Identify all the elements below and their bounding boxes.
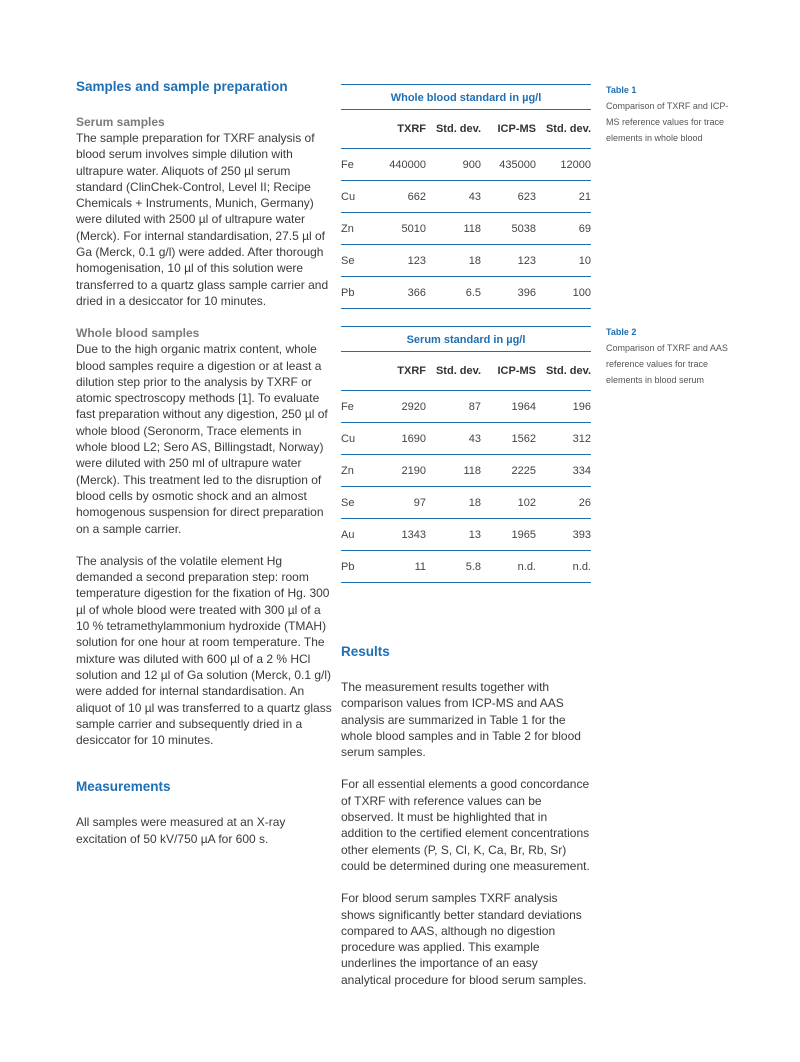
table-row	[341, 518, 591, 550]
table-cell: Pb	[341, 560, 355, 573]
table-cell: 662	[407, 190, 426, 203]
table-cell: 13	[468, 528, 481, 541]
table-cell: 2225	[511, 464, 536, 477]
table-cell: 1690	[401, 432, 426, 445]
table-2-caption-text: Comparison of TXRF and AAS reference values for trace elements in blood serum	[606, 343, 728, 385]
paragraph-results-1: The measurement results together with comparison values from ICP-MS and AAS analysis are summarized in Table 1 for the whole blood samples and in Table 2 for blood serum samples.	[341, 680, 581, 760]
table-1-body	[341, 148, 591, 309]
table-row	[341, 454, 591, 486]
table-2-caption-title: Table 2	[606, 327, 637, 337]
heading-whole-blood-samples: Whole blood samples	[76, 326, 200, 341]
table-2-body	[341, 390, 591, 583]
table-cell: n.d.	[517, 560, 536, 573]
table-cell: 435000	[499, 158, 536, 171]
table-cell: 393	[572, 528, 591, 541]
table-cell: Au	[341, 528, 355, 541]
table-cell: 10	[578, 254, 591, 267]
table-1-caption-title: Table 1	[606, 85, 637, 95]
paragraph-whole-blood: Due to the high organic matrix content, whole blood samples require a digestion or at least a dilution step prior to the analysis by TXRF or atomic spectroscopy methods [1]. To evaluate fast preparation without any digestion, 250 µl of whole blood (Seronorm, Trace elements in whole blood L2; Sero AS, Billingstadt, Norway) were diluted with 250 ml of ultrapure water (Merck). This treatment led to the disruption of blood cells by osmotic shock and an almost homogenous suspension for direct preparation on a sample carrier.	[76, 342, 328, 536]
section-title-samples: Samples and sample preparation	[76, 79, 288, 94]
table-cell: 623	[517, 190, 536, 203]
table-cell: Zn	[341, 464, 354, 477]
table-2-title: Serum standard in µg/l	[341, 326, 591, 351]
table-cell: 1965	[511, 528, 536, 541]
section-title-measurements: Measurements	[76, 779, 171, 795]
left-column	[76, 78, 336, 847]
table-cell: 5010	[401, 222, 426, 235]
table-cell: Pb	[341, 286, 355, 299]
table-cell: Se	[341, 496, 355, 509]
table-cell: 440000	[389, 158, 426, 171]
table-cell: n.d.	[572, 560, 591, 573]
table-cell: 18	[468, 496, 481, 509]
section-title-results: Results	[341, 644, 390, 659]
table-cell: 2190	[401, 464, 426, 477]
table-cell: 69	[578, 222, 591, 235]
table-cell: 100	[572, 286, 591, 299]
table-header-cell: TXRF	[397, 123, 426, 135]
table-cell: 26	[578, 496, 591, 509]
table-row	[341, 180, 591, 212]
table-header-cell: ICP-MS	[497, 365, 536, 377]
table-cell: 12000	[560, 158, 591, 171]
table-header-cell: Std. dev.	[435, 365, 481, 377]
paragraph-results-3: For blood serum samples TXRF analysis shows significantly better standard deviations compared to AAS, although no digestion procedure was applied. This example underlines the importance of an easy analytical procedure for blood serum samples.	[341, 891, 587, 987]
table-row	[341, 422, 591, 454]
heading-serum-samples: Serum samples	[76, 115, 165, 129]
table-header-cell: ICP-MS	[497, 123, 536, 135]
table-cell: 18	[468, 254, 481, 267]
table-row	[341, 486, 591, 518]
table-cell: 123	[517, 254, 536, 267]
table-cell: Cu	[341, 432, 356, 445]
table-cell: 366	[407, 286, 426, 299]
table-cell: 5038	[511, 222, 536, 235]
table-1-title: Whole blood standard in µg/l	[341, 84, 591, 109]
table-cell: 900	[462, 158, 481, 171]
table-cell: Fe	[341, 400, 354, 413]
table-row	[341, 148, 591, 180]
table-header-cell: Std. dev.	[435, 123, 481, 135]
table-row	[341, 276, 591, 309]
table-row	[341, 390, 591, 422]
table-cell: 11	[414, 560, 426, 573]
results-section	[341, 643, 591, 988]
table-cell: 123	[407, 254, 426, 267]
table-1-caption-text: Comparison of TXRF and ICP-MS reference values for trace elements in whole blood	[606, 101, 729, 143]
table-header-cell: Std. dev.	[545, 365, 591, 377]
table-2-caption	[606, 324, 736, 388]
table-1-caption	[606, 82, 736, 146]
table-cell: 97	[413, 496, 426, 509]
table-cell: 1562	[511, 432, 536, 445]
table-cell: 396	[517, 286, 536, 299]
table-cell: 5.8	[465, 560, 481, 573]
table-row	[341, 244, 591, 276]
table-cell: 102	[517, 496, 536, 509]
table-header-cell: Std. dev.	[545, 123, 591, 135]
table-2	[341, 326, 591, 583]
table-cell: 43	[468, 190, 481, 203]
table-1	[341, 84, 591, 309]
table-2-header	[341, 352, 591, 390]
table-cell: 196	[572, 400, 591, 413]
table-header-cell: TXRF	[397, 365, 426, 377]
table-cell: 87	[468, 400, 481, 413]
table-row	[341, 550, 591, 583]
table-cell: 43	[468, 432, 481, 445]
table-cell: 6.5	[465, 286, 481, 299]
table-cell: Zn	[341, 222, 354, 235]
table-cell: 118	[463, 464, 481, 477]
table-cell: Se	[341, 254, 355, 267]
table-cell: 118	[463, 222, 481, 235]
paragraph-hg: The analysis of the volatile element Hg demanded a second preparation step: room temperature digestion for the fixation of Hg. 300 µl of whole blood were treated with 300 µl of a 10 % tetramethylammonium hydroxide (TMAH) solution for one hour at room temperature. The mixture was diluted with 600 µl of a 2 % HCl solution and 12 µl of Ga solution (Merck, 0.1 g/l) were added for internal standardisation. An aliquot of 10 µl was transferred to a quartz glass sample carrier and subsequently dried in a desiccator for 10 minutes.	[76, 553, 332, 748]
paragraph-results-2: For all essential elements a good concordance of TXRF with reference values can be observed. It must be highlighted that in addition to the certified element concentrations other elements (P, S, Cl, K, Ca, Br, Rb, Sr) could be determined during one measurement.	[341, 777, 590, 873]
table-cell: 21	[578, 190, 591, 203]
table-cell: Fe	[341, 158, 354, 171]
paragraph-serum: The sample preparation for TXRF analysis of blood serum involves simple dilution with ultrapure water. Aliquots of 250 µl serum standard (ClinChek-Control, Level II; Recipe Chemicals + Instruments, Munich, Germany) were diluted with 2500 µl of ultrapure water (Merck). For internal standardisation, 27.5 µl of Ga (Merck, 0.1 g/l) were added. After thorough homogenisation, 10 µl of this solution were transferred to a quartz glass sample carrier and dried in a desiccator for 10 minutes.	[76, 131, 329, 308]
table-row	[341, 212, 591, 244]
table-cell: Cu	[341, 190, 356, 203]
table-cell: 2920	[401, 400, 426, 413]
table-cell: 334	[572, 464, 591, 477]
table-cell: 312	[572, 432, 591, 445]
paragraph-measurements: All samples were measured at an X-ray excitation of 50 kV/750 µA for 600 s.	[76, 815, 286, 846]
table-cell: 1964	[511, 400, 536, 413]
table-1-header	[341, 110, 591, 148]
table-cell: 1343	[401, 528, 426, 541]
